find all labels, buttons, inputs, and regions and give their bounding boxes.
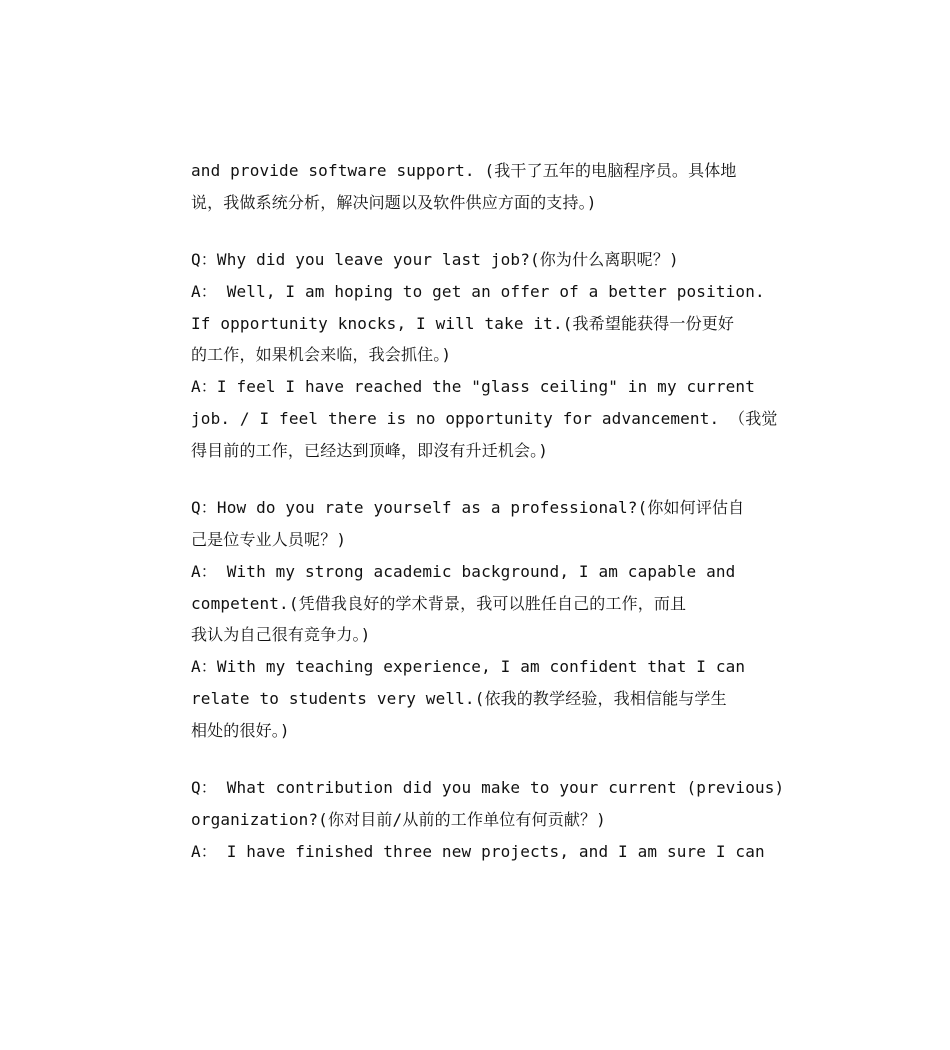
question-line: Q： What contribution did you make to your current (previous) bbox=[191, 778, 785, 798]
answer-line: job. / I feel there is no opportunity for advancement. （我觉 bbox=[191, 409, 778, 429]
answer-line: A：With my teaching experience, I am confident that I can bbox=[191, 657, 746, 677]
answer-line: relate to students very well.(依我的教学经验，我相信能与学生 bbox=[191, 688, 727, 708]
answer-line: If opportunity knocks, I will take it.(我希望能获得一份更好 bbox=[191, 313, 735, 333]
answer-line: competent.(凭借我良好的学术背景，我可以胜任自己的工作，而且 bbox=[191, 593, 687, 613]
answer-line: 相处的很好。) bbox=[191, 720, 290, 740]
answer-line: 的工作，如果机会来临，我会抓住。) bbox=[191, 345, 452, 365]
answer-line: A：I feel I have reached the "glass ceiling" in my current bbox=[191, 377, 755, 397]
paragraph-software-support bbox=[191, 155, 761, 219]
paragraph-spacer bbox=[191, 219, 761, 245]
qa-block-rate-yourself bbox=[191, 492, 761, 746]
question-line: 己是位专业人员呢？) bbox=[191, 529, 347, 549]
question-line: organization?(你对目前/从前的工作单位有何贡献？) bbox=[191, 809, 606, 829]
answer-line: 得目前的工作，已经达到顶峰，即沒有升迁机会。) bbox=[191, 440, 549, 460]
paragraph-spacer bbox=[191, 467, 761, 493]
qa-block-contribution bbox=[191, 772, 785, 867]
answer-line: 我认为自己很有竞争力。) bbox=[191, 625, 371, 645]
answer-line: A： Well, I am hoping to get an offer of a better position. bbox=[191, 281, 765, 301]
paragraph-spacer bbox=[191, 747, 761, 773]
document-body bbox=[191, 155, 785, 867]
answer-line: A： I have finished three new projects, and I am sure I can bbox=[191, 841, 765, 861]
qa-block-leave-job bbox=[191, 244, 778, 467]
question-line: Q：Why did you leave your last job?(你为什么离职呢？) bbox=[191, 250, 679, 270]
answer-line: A： With my strong academic background, I am capable and bbox=[191, 561, 736, 581]
text-line: and provide software support. (我干了五年的电脑程序员。具体地 bbox=[191, 161, 737, 180]
text-line: 说，我做系统分析，解决问题以及软件供应方面的支持。) bbox=[191, 192, 597, 212]
question-line: Q：How do you rate yourself as a professional?(你如何评估自 bbox=[191, 498, 745, 518]
